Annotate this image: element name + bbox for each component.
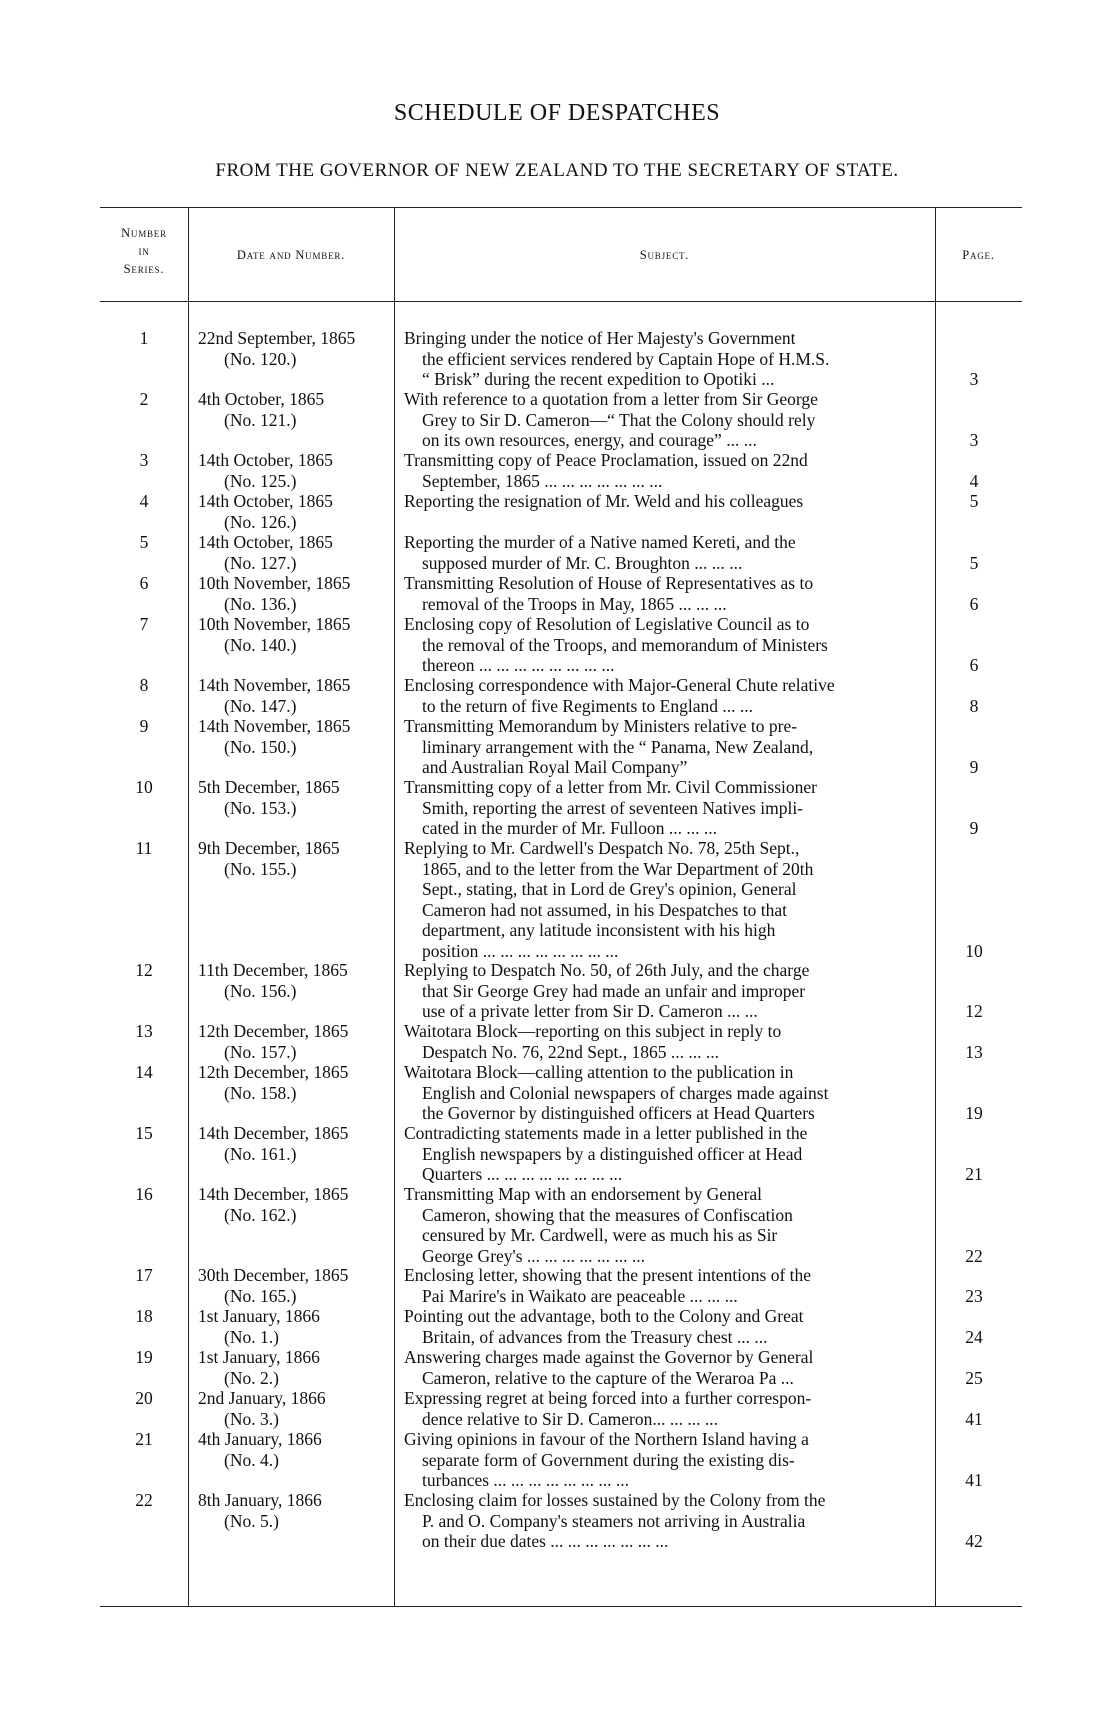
despatch-number: (No. 140.)	[224, 634, 297, 655]
despatch-date: 11th December, 1865	[198, 960, 348, 980]
subject-line: Transmitting copy of a letter from Mr. Civil Commissioner	[404, 777, 818, 797]
despatch-number: (No. 162.)	[224, 1204, 297, 1225]
despatch-number: (No. 126.)	[224, 511, 297, 532]
date-cell	[198, 960, 394, 1001]
subject-line: Waitotara Block—reporting on this subject in reply to	[404, 1021, 782, 1041]
subject-line: Cameron had not assumed, in his Despatches to that	[422, 899, 787, 920]
series-number: 20	[135, 1388, 153, 1408]
date-cell	[198, 389, 394, 430]
subject-line: Grey to Sir D. Cameron—“ That the Colony should rely	[422, 409, 816, 430]
subject-line: Waitotara Block—calling attention to the publication in	[404, 1062, 794, 1082]
subject-line: and Australian Royal Mail Company”	[422, 757, 688, 777]
subject-cell	[404, 1306, 924, 1347]
subject-line: September, 1865 ... ... ... ... ... ... ...	[422, 470, 663, 491]
subject-line: 1865, and to the letter from the War Department of 20th	[422, 858, 814, 879]
page-number: 12	[965, 1001, 983, 1021]
date-cell	[198, 838, 394, 879]
subject-line: liminary arrangement with the “ Panama, New Zealand,	[422, 736, 814, 757]
subject-cell	[404, 777, 924, 839]
subject-cell	[404, 1429, 924, 1491]
page-number: 5	[969, 552, 979, 573]
header-number-line1: Number	[121, 226, 167, 240]
date-cell	[198, 1306, 394, 1347]
subject-cell	[404, 389, 924, 451]
page-subtitle: FROM THE GOVERNOR OF NEW ZEALAND TO THE SECRETARY OF STATE.	[215, 160, 899, 181]
despatch-number: (No. 4.)	[224, 1449, 279, 1470]
despatch-number: (No. 121.)	[224, 409, 297, 430]
page-number: 24	[965, 1326, 983, 1347]
subject-line: on their due dates ... ... ... ... ... ... ...	[422, 1531, 669, 1551]
subject-line: Enclosing copy of Resolution of Legislative Council as to	[404, 614, 810, 634]
despatch-date: 14th October, 1865	[198, 532, 333, 552]
despatch-date: 10th November, 1865	[198, 614, 351, 634]
despatch-date: 1st January, 1866	[198, 1347, 320, 1367]
despatch-date: 2nd January, 1866	[198, 1388, 326, 1408]
header-number	[100, 224, 188, 278]
subject-line: Transmitting Memorandum by Ministers relative to pre-	[404, 716, 798, 736]
subject-line: Enclosing letter, showing that the present intentions of the	[404, 1265, 812, 1285]
despatch-date: 14th December, 1865	[198, 1184, 349, 1204]
series-number: 1	[139, 328, 149, 348]
despatch-date: 14th October, 1865	[198, 450, 333, 470]
subject-line: English and Colonial newspapers of charges made against	[422, 1082, 829, 1103]
despatch-date: 12th December, 1865	[198, 1021, 349, 1041]
subject-cell	[404, 450, 924, 491]
header-number-line2: in	[138, 244, 150, 258]
subject-cell	[404, 960, 924, 1022]
subject-line: the removal of the Troops, and memorandum of Ministers	[422, 634, 828, 655]
despatch-date: 14th November, 1865	[198, 675, 351, 695]
date-cell	[198, 1184, 394, 1225]
subject-line: dence relative to Sir D. Cameron... ... ... ...	[422, 1408, 718, 1429]
subject-cell	[404, 1265, 924, 1306]
despatch-date: 14th November, 1865	[198, 716, 351, 736]
subject-line: Cameron, relative to the capture of the Weraroa Pa ...	[422, 1367, 794, 1388]
subject-cell	[404, 328, 924, 390]
page-number: 23	[965, 1285, 983, 1306]
despatch-date: 4th October, 1865	[198, 389, 325, 409]
despatch-number: (No. 125.)	[224, 470, 297, 491]
date-cell	[198, 1021, 394, 1062]
subject-cell	[404, 1021, 924, 1062]
subject-line: Enclosing claim for losses sustained by the Colony from the	[404, 1490, 826, 1510]
subject-cell	[404, 838, 924, 961]
subject-line: Bringing under the notice of Her Majesty's Government	[404, 328, 796, 348]
despatch-date: 8th January, 1866	[198, 1490, 322, 1510]
series-number: 8	[139, 675, 149, 695]
subject-cell	[404, 532, 924, 573]
page-number: 3	[969, 369, 979, 389]
despatch-number: (No. 158.)	[224, 1082, 297, 1103]
subject-line: the efficient services rendered by Captain Hope of H.M.S.	[422, 348, 830, 369]
subject-line: Replying to Despatch No. 50, of 26th July, and the charge	[404, 960, 810, 980]
subject-line: Pai Marire's in Waikato are peaceable ... ... ...	[422, 1285, 738, 1306]
despatch-number: (No. 157.)	[224, 1041, 297, 1062]
subject-line: Replying to Mr. Cardwell's Despatch No. 78, 25th Sept.,	[404, 838, 800, 858]
date-cell	[198, 1123, 394, 1164]
subject-line: Transmitting Map with an endorsement by General	[404, 1184, 763, 1204]
series-number: 11	[135, 838, 153, 858]
page-number: 10	[965, 940, 983, 961]
column-divider	[394, 207, 395, 1607]
date-cell	[198, 532, 394, 573]
subject-line: P. and O. Company's steamers not arriving in Australia	[422, 1510, 806, 1531]
header-date: Date and Number.	[236, 248, 346, 262]
subject-line: Enclosing correspondence with Major-General Chute relative	[404, 675, 835, 695]
series-number: 16	[135, 1184, 153, 1204]
date-cell	[198, 1062, 394, 1103]
date-cell	[198, 1388, 394, 1429]
series-number: 19	[135, 1347, 153, 1367]
page-number: 6	[969, 593, 979, 614]
page-number: 42	[965, 1531, 983, 1551]
page-number: 6	[969, 655, 979, 675]
date-cell	[198, 614, 394, 655]
despatch-number: (No. 153.)	[224, 797, 297, 818]
page-number: 19	[965, 1103, 983, 1123]
despatch-date: 5th December, 1865	[198, 777, 340, 797]
despatch-number: (No. 136.)	[224, 593, 297, 614]
subject-line: Giving opinions in favour of the Northern Island having a	[404, 1429, 809, 1449]
date-cell	[198, 675, 394, 716]
despatch-date: 9th December, 1865	[198, 838, 340, 858]
subject-line: “ Brisk” during the recent expedition to Opotiki ...	[422, 369, 775, 389]
subject-line: that Sir George Grey had made an unfair and improper	[422, 980, 806, 1001]
subject-line: English newspapers by a distinguished officer at Head	[422, 1143, 803, 1164]
subject-line: thereon ... ... ... ... ... ... ... ...	[422, 655, 615, 675]
header-rule	[100, 301, 1022, 302]
page-number: 9	[969, 757, 979, 777]
subject-line: Sept., stating, that in Lord de Grey's opinion, General	[422, 879, 797, 899]
date-cell	[198, 491, 394, 532]
page-number: 13	[965, 1041, 983, 1062]
despatch-number: (No. 165.)	[224, 1285, 297, 1306]
despatch-number: (No. 147.)	[224, 695, 297, 716]
series-number: 22	[135, 1490, 153, 1510]
series-number: 21	[135, 1429, 153, 1449]
subject-line: Expressing regret at being forced into a further correspon-	[404, 1388, 812, 1408]
subject-line: Contradicting statements made in a letter published in the	[404, 1123, 808, 1143]
subject-cell	[404, 1388, 924, 1429]
despatch-number: (No. 2.)	[224, 1367, 279, 1388]
despatch-number: (No. 161.)	[224, 1143, 297, 1164]
date-cell	[198, 328, 394, 369]
despatch-number: (No. 127.)	[224, 552, 297, 573]
subject-line: turbances ... ... ... ... ... ... ... ...	[422, 1470, 630, 1490]
subject-line: department, any latitude inconsistent with his high	[422, 920, 776, 940]
series-number: 3	[139, 450, 149, 470]
despatch-number: (No. 156.)	[224, 980, 297, 1001]
despatch-number: (No. 155.)	[224, 858, 297, 879]
despatch-date: 22nd September, 1865	[198, 328, 356, 348]
series-number: 6	[139, 573, 149, 593]
despatch-date: 10th November, 1865	[198, 573, 351, 593]
series-number: 2	[139, 389, 149, 409]
subject-line: Answering charges made against the Governor by General	[404, 1347, 814, 1367]
date-cell	[198, 1347, 394, 1388]
despatch-number: (No. 5.)	[224, 1510, 279, 1531]
page-number: 21	[965, 1164, 983, 1184]
page-number: 41	[965, 1470, 983, 1490]
despatch-date: 14th December, 1865	[198, 1123, 349, 1143]
subject-line: Reporting the resignation of Mr. Weld and his colleagues	[404, 491, 804, 511]
subject-cell	[404, 675, 924, 716]
subject-line: Britain, of advances from the Treasury chest ... ...	[422, 1326, 768, 1347]
date-cell	[198, 777, 394, 818]
despatch-date: 12th December, 1865	[198, 1062, 349, 1082]
despatch-date: 4th January, 1866	[198, 1429, 322, 1449]
subject-cell	[404, 716, 924, 778]
subject-line: Cameron, showing that the measures of Confiscation	[422, 1204, 793, 1225]
page-number: 8	[969, 695, 979, 716]
subject-cell	[404, 1347, 924, 1388]
subject-line: censured by Mr. Cardwell, were as much his as Sir	[422, 1225, 778, 1245]
subject-line: Reporting the murder of a Native named Kereti, and the	[404, 532, 796, 552]
subject-line: Transmitting Resolution of House of Representatives as to	[404, 573, 814, 593]
despatch-number: (No. 120.)	[224, 348, 297, 369]
subject-line: removal of the Troops in May, 1865 ... ... ...	[422, 593, 727, 614]
subject-line: Transmitting copy of Peace Proclamation, issued on 22nd	[404, 450, 808, 470]
subject-line: position ... ... ... ... ... ... ... ...	[422, 940, 619, 961]
series-number: 17	[135, 1265, 153, 1285]
subject-line: Pointing out the advantage, both to the Colony and Great	[404, 1306, 804, 1326]
page-number: 41	[965, 1408, 983, 1429]
date-cell	[198, 1429, 394, 1470]
subject-line: on its own resources, energy, and courage” ... ...	[422, 430, 757, 450]
subject-line: to the return of five Regiments to England ... ...	[422, 695, 753, 716]
series-number: 5	[139, 532, 149, 552]
despatch-date: 30th December, 1865	[198, 1265, 349, 1285]
subject-cell	[404, 491, 924, 512]
page-title: SCHEDULE OF DESPATCHES	[393, 100, 721, 126]
page-number: 3	[969, 430, 979, 450]
despatch-number: (No. 150.)	[224, 736, 297, 757]
bottom-rule	[100, 1606, 1022, 1607]
subject-line: Despatch No. 76, 22nd Sept., 1865 ... ... ...	[422, 1041, 719, 1062]
series-number: 18	[135, 1306, 153, 1326]
page-number: 9	[969, 818, 979, 838]
series-number: 7	[139, 614, 149, 634]
subject-cell	[404, 573, 924, 614]
page-number: 25	[965, 1367, 983, 1388]
subject-cell	[404, 614, 924, 676]
series-number: 14	[135, 1062, 153, 1082]
column-divider	[188, 207, 189, 1607]
series-number: 12	[135, 960, 153, 980]
subject-line: separate form of Government during the existing dis-	[422, 1449, 795, 1470]
subject-cell	[404, 1490, 924, 1552]
subject-line: the Governor by distinguished officers at Head Quarters	[422, 1103, 815, 1123]
date-cell	[198, 450, 394, 491]
subject-cell	[404, 1123, 924, 1185]
series-number: 10	[135, 777, 153, 797]
subject-line: use of a private letter from Sir D. Cameron ... ...	[422, 1001, 758, 1021]
despatch-number: (No. 1.)	[224, 1326, 279, 1347]
header-number-line3: Series.	[123, 262, 165, 276]
series-number: 15	[135, 1123, 153, 1143]
subject-line: With reference to a quotation from a letter from Sir George	[404, 389, 818, 409]
page-number: 5	[969, 491, 979, 511]
despatch-date: 1st January, 1866	[198, 1306, 320, 1326]
header-subject: Subject.	[639, 248, 690, 262]
header-page: Page.	[962, 248, 995, 262]
subject-line: Smith, reporting the arrest of seventeen Natives impli-	[422, 797, 804, 818]
subject-line: cated in the murder of Mr. Fulloon ... ... ...	[422, 818, 718, 838]
despatch-number: (No. 3.)	[224, 1408, 279, 1429]
subject-line: George Grey's ... ... ... ... ... ... ...	[422, 1245, 646, 1266]
column-divider	[935, 207, 936, 1607]
date-cell	[198, 573, 394, 614]
subject-line: Quarters ... ... ... ... ... ... ... ...	[422, 1164, 623, 1184]
series-number: 9	[139, 716, 149, 736]
page-number: 22	[965, 1245, 983, 1266]
series-number: 13	[135, 1021, 153, 1041]
date-cell	[198, 1490, 394, 1531]
subject-cell	[404, 1184, 924, 1266]
date-cell	[198, 716, 394, 757]
top-rule	[100, 207, 1022, 208]
despatch-date: 14th October, 1865	[198, 491, 333, 511]
page-number: 4	[969, 470, 979, 491]
subject-line: supposed murder of Mr. C. Broughton ... ... ...	[422, 552, 743, 573]
subject-cell	[404, 1062, 924, 1124]
series-number: 4	[139, 491, 149, 511]
date-cell	[198, 1265, 394, 1306]
